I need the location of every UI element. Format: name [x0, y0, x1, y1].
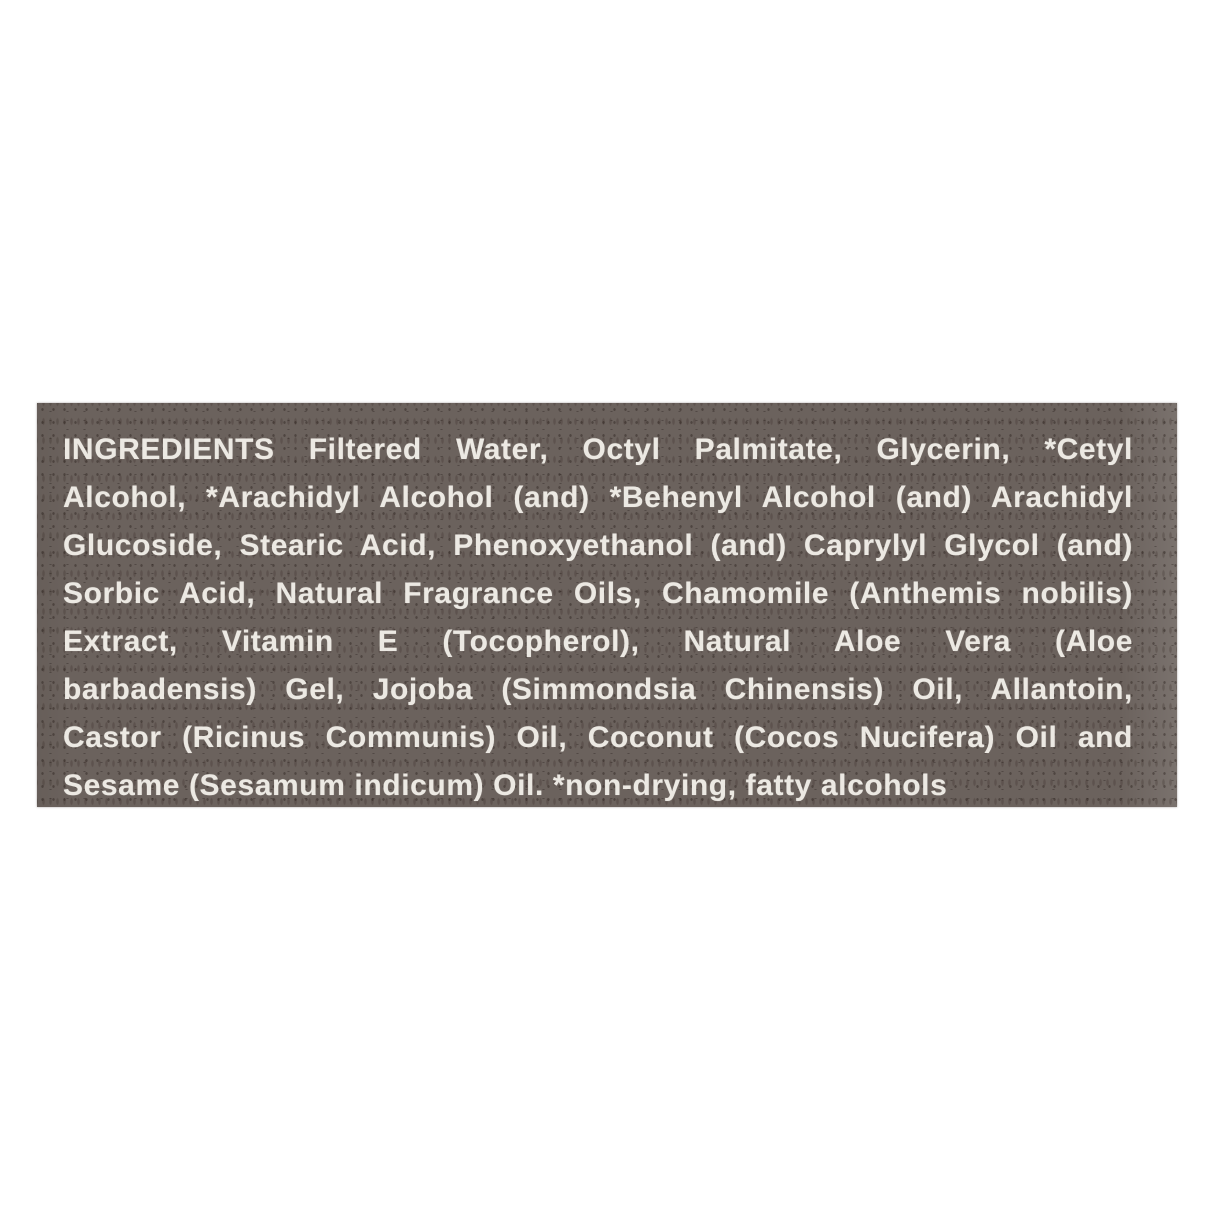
ingredients-line: INGREDIENTS Filtered Water, Octyl Palmitate, Glycerin, *Cetyl [63, 433, 1133, 466]
ingredients-line: Glucoside, Stearic Acid, Phenoxyethanol (and) Caprylyl Glycol (and) [63, 529, 1133, 562]
ingredients-line: Castor (Ricinus Communis) Oil, Coconut (Cocos Nucifera) Oil and [63, 721, 1133, 754]
ingredients-line: Sorbic Acid, Natural Fragrance Oils, Chamomile (Anthemis nobilis) [63, 577, 1133, 610]
ingredients-line: barbadensis) Gel, Jojoba (Simmondsia Chinensis) Oil, Allantoin, [63, 673, 1133, 706]
ingredients-line: Extract, Vitamin E (Tocopherol), Natural Aloe Vera (Aloe [63, 625, 1133, 658]
ingredients-panel [37, 403, 1177, 807]
ingredients-line: Alcohol, *Arachidyl Alcohol (and) *Behenyl Alcohol (and) Arachidyl [63, 481, 1133, 514]
ingredients-line-last: Sesame (Sesamum indicum) Oil. *non-drying, fatty alcohols [63, 769, 948, 802]
